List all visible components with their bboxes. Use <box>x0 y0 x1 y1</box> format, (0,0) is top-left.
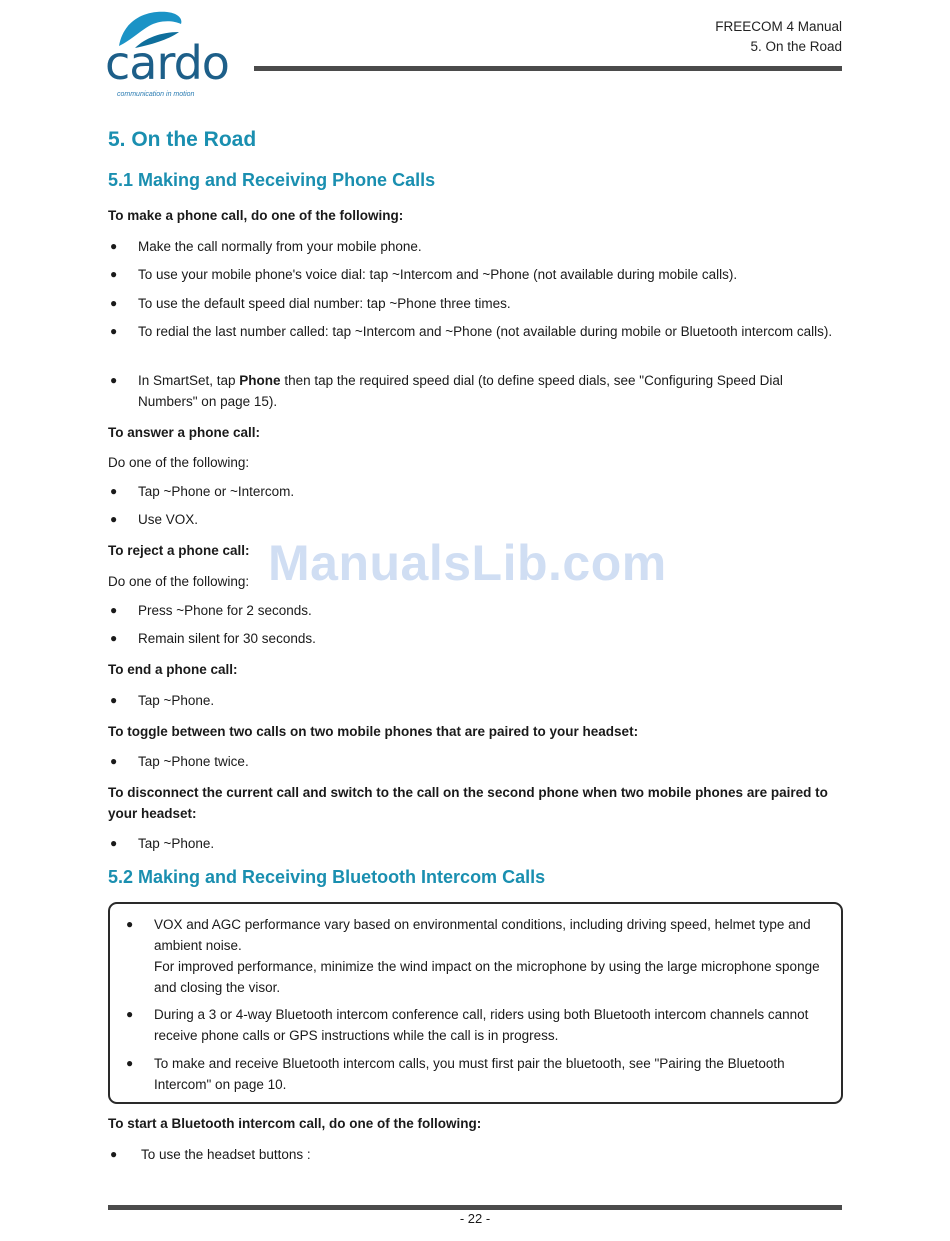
logo-wordmark: cardo <box>105 36 229 90</box>
bullet-icon: ● <box>110 754 118 768</box>
note-box: ● VOX and AGC performance vary based on environmental conditions, including driving speed, helmet type and ambient noise. For improved performance, minimize the wind impact on the microphone by using the large microphone sponge and closing the visor. ● During a 3 or 4-way Bluetooth intercom conference call, riders using both Bluetooth intercom channels cannot receive phone calls or GPS instructions while the call is in progress. ● To make and receive Bluetooth intercom calls, you must first pair the bluetooth, see "Pairing the Bluetooth Intercom" on page 10. <box>108 902 843 1104</box>
bullet-icon: ● <box>110 512 118 526</box>
start-intercom-heading: To start a Bluetooth intercom call, do one of the following: <box>108 1116 482 1131</box>
reject-intro: Do one of the following: <box>108 574 250 589</box>
answer-intro: Do one of the following: <box>108 455 250 470</box>
bullet-icon: ● <box>110 373 118 387</box>
disconnect-heading: To disconnect the current call and switch to the call on the second phone when two mobile phones are paired to your headset: <box>108 785 828 821</box>
bullet-icon: ● <box>110 693 118 707</box>
bullet-icon: ● <box>110 484 118 498</box>
header-section-label: 5. On the Road <box>750 39 842 54</box>
bullet-icon: ● <box>110 1147 118 1161</box>
bullet-icon: ● <box>126 917 134 931</box>
bullet-icon: ● <box>110 296 118 310</box>
bullet-icon: ● <box>110 324 118 338</box>
bullet-icon: ● <box>126 1056 134 1070</box>
bullet-icon: ● <box>126 1007 134 1021</box>
bullet-icon: ● <box>110 603 118 617</box>
page-number: - 22 - <box>459 1211 491 1226</box>
bullet-icon: ● <box>110 239 118 253</box>
end-call-heading: To end a phone call: <box>108 662 238 677</box>
bullet-icon: ● <box>110 267 118 281</box>
footer-rule <box>108 1205 842 1210</box>
bullet-icon: ● <box>110 836 118 850</box>
subsection-5-2-title: 5.2 Making and Receiving Bluetooth Intercom Calls <box>108 867 546 887</box>
cardo-logo <box>105 8 230 100</box>
section-title: 5. On the Road <box>108 128 257 151</box>
make-call-heading: To make a phone call, do one of the following: <box>108 208 404 223</box>
answer-heading: To answer a phone call: <box>108 425 261 440</box>
phone-term: Phone <box>239 373 281 388</box>
watermark: ManualsLib.com <box>268 535 667 591</box>
logo-tagline: communication in motion <box>117 91 195 98</box>
header-rule <box>254 66 842 71</box>
toggle-heading: To toggle between two calls on two mobile phones that are paired to your headset: <box>108 724 639 739</box>
manual-title: FREECOM 4 Manual <box>715 19 842 34</box>
bullet-icon: ● <box>110 631 118 645</box>
subsection-5-1-title: 5.1 Making and Receiving Phone Calls <box>108 170 436 190</box>
reject-heading: To reject a phone call: <box>108 543 250 558</box>
